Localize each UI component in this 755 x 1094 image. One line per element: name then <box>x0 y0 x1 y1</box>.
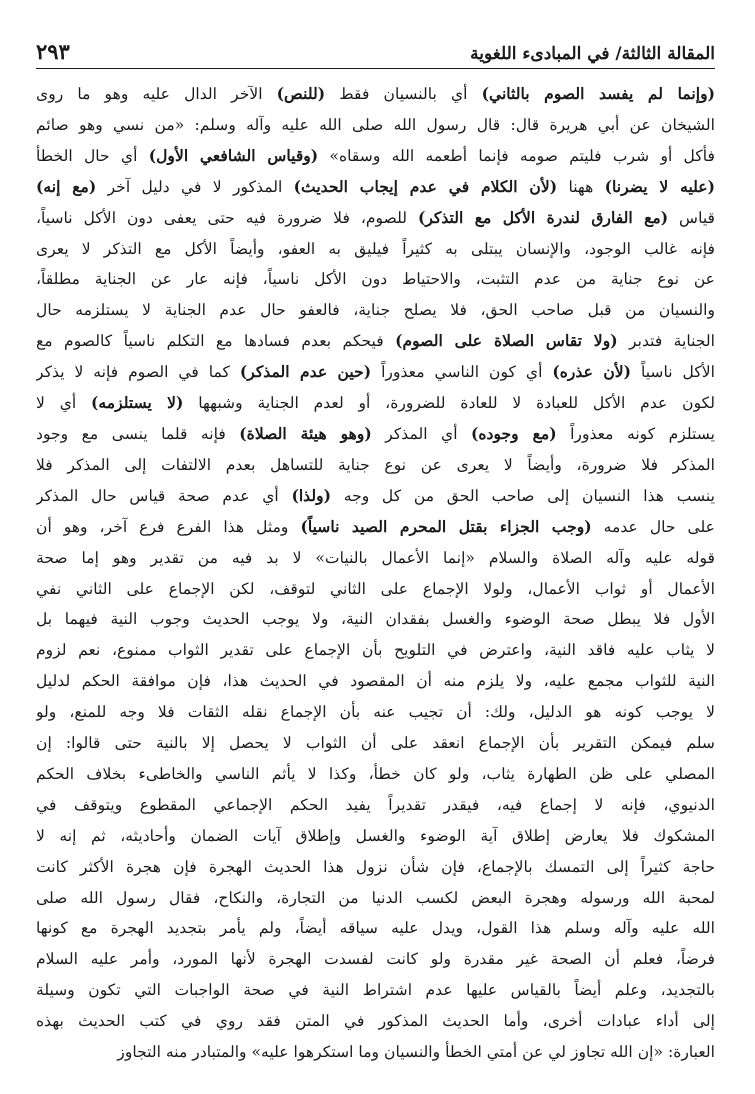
text-run: فيحكم بعدم فسادها مع التكلم ناسياً كالصوم مع <box>36 332 396 351</box>
text-run: ههنا <box>557 177 605 196</box>
text-run: للصوم، فلا ضرورة فيه حتى يعفى دون الأكل ناسياً، <box>36 208 418 227</box>
text-line <box>36 295 715 326</box>
text-line <box>36 1006 715 1037</box>
bold-phrase: (للنص) <box>276 84 326 103</box>
text-run: كما في الصوم فإنه لا يذكر <box>36 363 240 382</box>
text-line <box>36 264 715 295</box>
text-run: يستلزم كونه معذوراً <box>556 424 715 443</box>
text-run: المشكوك فلا يعارض إطلاق آية الوضوء والغسل وإطلاق آيات الضمان وأحاديثه، ثم إنه لا <box>36 826 715 845</box>
text-run: فأكل أو شرب فليتم صومه فإنما أطعمه الله وسقاه» <box>318 146 715 165</box>
text-line <box>36 697 715 728</box>
text-line <box>36 666 715 697</box>
text-run: حاجة كثيراً إلى التمسك بالإجماع، فإن شأن نزول هذا الحديث الهجرة فإن هجرة الأكثر كانت <box>36 857 715 876</box>
text-line <box>36 604 715 635</box>
bold-phrase: (وإنما لم يفسد الصوم بالثاني) <box>481 84 715 103</box>
bold-phrase: (ولا تقاس الصلاة على الصوم) <box>395 331 618 351</box>
text-run: لا يوجب كونه هو الدليل، ولك: أن تجيب عنه بأن الإجماع نقله الثقات فلا وجه للمنع، ولو <box>36 703 715 722</box>
text-line <box>36 852 715 883</box>
text-run: الأعمال أو ثواب الأعمال، ولولا الإجماع على الثاني لتوقف، لكن الإجماع على الثاني نفي <box>36 579 715 598</box>
text-line <box>36 172 715 203</box>
text-line <box>36 481 715 512</box>
text-line <box>36 821 715 852</box>
bold-phrase: (لا يستلزمه) <box>91 393 184 413</box>
bold-phrase: (عليه لا يضرنا) <box>604 176 715 196</box>
text-run: أي بالنسيان فقط <box>325 85 482 103</box>
bold-phrase: (مع الفارق لندرة الأكل مع التذكر) <box>417 207 669 227</box>
text-line <box>36 79 715 110</box>
text-line <box>36 110 715 141</box>
text-run: إلى أداء عبادات أخرى، وأما الحديث المذكور في المتن فقد روي في كتب الحديث بهذه <box>36 1012 715 1031</box>
page-header <box>36 30 715 69</box>
text-run: المذكر فلا ضرورة، وأيضاً لا يعرى عن نوع جناية للتساهل بعدم الالتفات إلى المذكر فلا <box>36 455 715 474</box>
text-line <box>36 635 715 666</box>
text-run: النية للثواب مجمع عليه، ولا يلزم منه أن المقصود في الحديث هذا، فإن موافقة الحكم لدليل <box>36 672 715 691</box>
text-run: المذكور لا في دليل آخر <box>96 177 294 196</box>
bold-phrase: (لأن الكلام في عدم إيجاب الحديث) <box>293 176 558 196</box>
text-run: على حال عدمه <box>591 517 715 536</box>
text-run: الشيخان عن أبي هريرة قال: قال رسول الله صلى الله عليه وآله وسلم: «من نسي وهو صائم <box>36 115 715 134</box>
body-text <box>36 79 715 1068</box>
text-line <box>36 944 715 975</box>
text-line <box>36 883 715 914</box>
text-line <box>36 234 715 265</box>
text-line <box>36 975 715 1006</box>
text-run: أي لا <box>36 394 92 413</box>
text-run: فإنه قلما ينسى مع وجود <box>36 424 240 443</box>
text-run: أي كون الناسي معذوراً <box>371 363 553 382</box>
text-run: الأول فلا يبطل صحة الوضوء والغسل بفقدان النية، ولا يوجب الحديث وجوب النية فيهما بل <box>36 610 715 629</box>
text-run: ومثل هذا الفرع فرع آخر، وهو أن <box>36 517 301 536</box>
text-run: العبارة: «إن الله تجاوز لي عن أمتي الخطأ والنسيان وما استكرهوا عليه» والمتبادر منه التجاوز <box>117 1043 715 1062</box>
text-run: أي عدم صحة قياس حال المذكر <box>36 486 292 505</box>
bold-phrase: (وهو هيئة الصلاة) <box>239 423 372 443</box>
text-run: قياس <box>668 208 715 227</box>
text-line <box>36 790 715 821</box>
text-run: أي حال الخطأ <box>36 146 149 165</box>
text-line <box>36 913 715 944</box>
text-line <box>36 759 715 790</box>
bold-phrase: (وجب الجزاء بقتل المحرم الصيد ناسياً) <box>300 516 592 536</box>
bold-phrase: (وقياس الشافعي الأول) <box>148 145 319 165</box>
text-run: قوله عليه وآله الصلاة والسلام «إنما الأعمال بالنيات» لا بد فيه من تقدير وهو إما صحة <box>36 548 715 567</box>
text-run: فرضاً، فعلم أن الصحة غير مقدرة ولو كانت لفسدت الهجرة لأنها المورد، وأمر عليه السلام <box>36 950 715 969</box>
bold-phrase: (ولذا) <box>291 485 332 505</box>
text-line <box>36 388 715 419</box>
text-run: لمحبة الله ورسوله وهجرة البعض لكسب الدنيا من التجارة، والنكاح، فقال رسول الله صلى <box>36 888 715 907</box>
text-line <box>36 141 715 172</box>
text-run: عن نوع جناية من عدم التثبت، والاحتياط دون الأكل ناسياً، فإنه عار عن الجناية مطلقاً، <box>36 270 715 289</box>
text-line <box>36 357 715 388</box>
text-run: لكون عدم الأكل للعبادة لا للعادة للضرورة، أو لعدم الجناية وشبهها <box>183 394 715 413</box>
text-line <box>36 1037 715 1068</box>
text-run: المصلي على ظن الطهارة يثاب، ولو كان خطأ، وكذا لا يأثم الناسي والخاطىء بخلاف الحكم <box>36 764 715 783</box>
page-number: ٢٩٣ <box>36 39 70 64</box>
text-line <box>36 203 715 234</box>
text-run: بالتجديد، وعلم أيضاً بالقياس عليها عدم اشتراط النية في صحة الواجبات التي تكون وسيلة <box>36 981 715 1000</box>
text-run: الأكل ناسياً <box>631 363 715 382</box>
text-run: الآخر الدال عليه وهو ما روى <box>36 85 277 103</box>
bold-phrase: (حين عدم المذكر) <box>239 362 372 382</box>
text-run: الجناية فتدبر <box>617 332 715 351</box>
text-run: الدنيوي، فإنه لا إجماع فيه، فيقدر تقديراً يفيد الحكم الإجماعي المقطوع ويتوقف في <box>36 795 715 814</box>
text-run: والنسيان من قبل صاحب الحق، فلا يصلح جناية، فالعفو حال عدم الجناية لا يستلزمه حال <box>36 301 715 320</box>
bold-phrase: (لأن عذره) <box>552 362 632 382</box>
text-run: ينسب هذا النسيان إلى صاحب الحق من كل وجه <box>331 486 715 505</box>
text-run: لا يثاب عليه فاقد النية، واعترض في التلويح بأن الإجماع على تقدير الثواب ممنوع، نعم لزوم <box>36 641 715 660</box>
text-line <box>36 450 715 481</box>
text-run: الله عليه وآله وسلم هذا القول، ويدل عليه سياقه أيضاً، ولم يأمر بتجديد الهجرة مع كونها <box>36 919 715 938</box>
text-line <box>36 326 715 357</box>
bold-phrase: (مع وجوده) <box>470 423 557 443</box>
text-line <box>36 512 715 543</box>
text-run: فإنه غالب الوجود، والإنسان يبتلى به كثيراً فيليق به العفو، وأيضاً الأكل مع التذكر لا يعرى <box>36 239 715 258</box>
bold-phrase: (مع إنه) <box>36 176 97 196</box>
text-line <box>36 419 715 450</box>
text-run: سلم فيمكن التقرير بأن الإجماع انعقد على أن الثواب لا يحصل إلا بالنية حتى قالوا: إن <box>36 734 715 753</box>
text-run: أي المذكر <box>371 424 471 443</box>
text-line <box>36 543 715 574</box>
text-line <box>36 574 715 605</box>
text-line <box>36 728 715 759</box>
running-head: المقالة الثالثة/ في المبادىء اللغوية <box>470 44 715 64</box>
